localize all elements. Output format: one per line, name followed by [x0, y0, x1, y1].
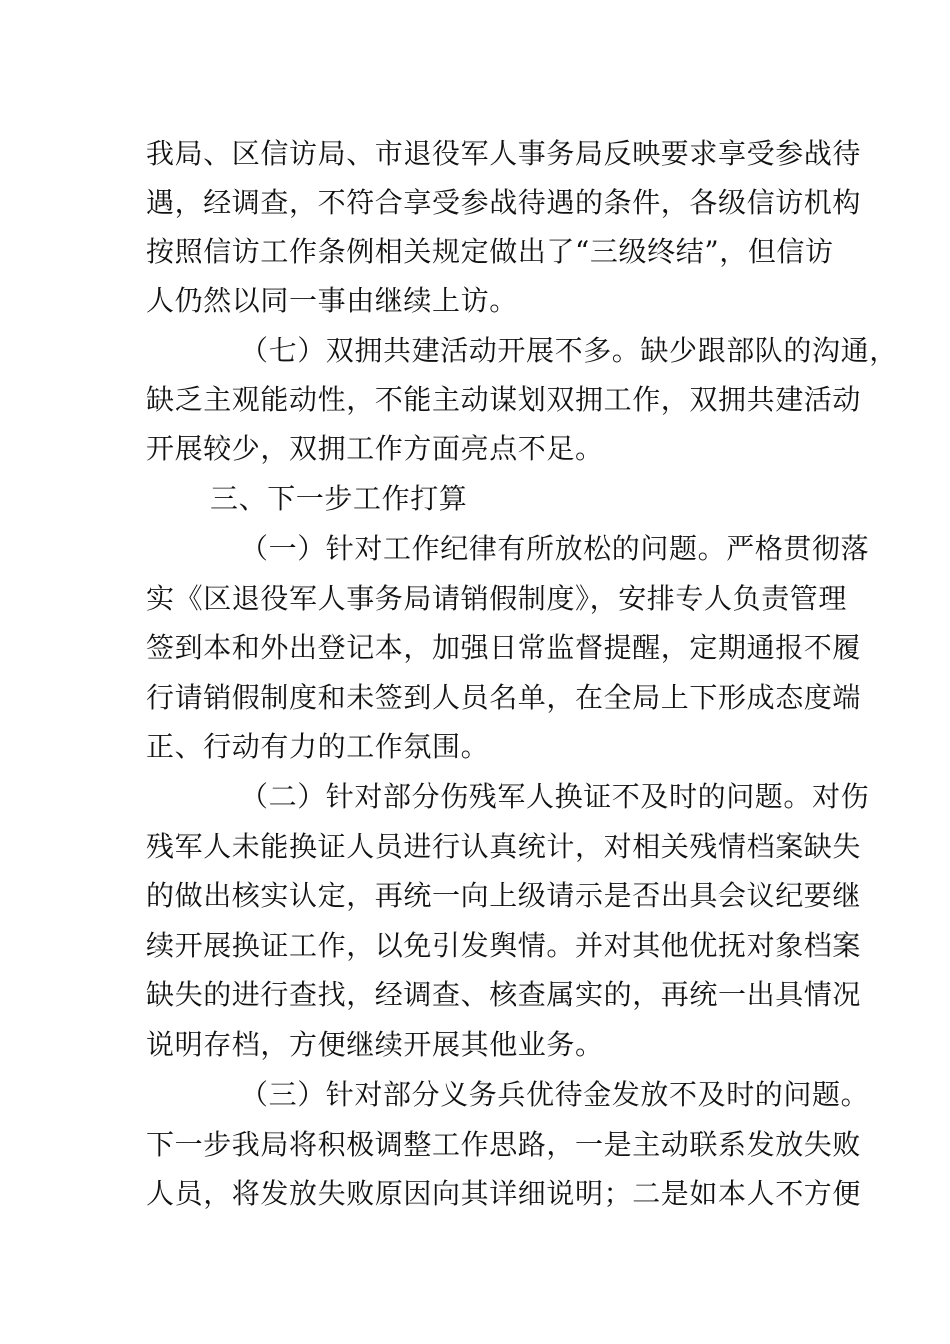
text-line: 的做出核实认定，再统一向上级请示是否出具会议纪要继 — [146, 879, 862, 912]
text-line: 开展较少，双拥工作方面亮点不足。 — [146, 432, 604, 465]
chapter-heading: 三、下一步工作打算 — [210, 482, 468, 515]
text-line: 人员，将发放失败原因向其详细说明；二是如本人不方便 — [146, 1177, 862, 1210]
section-heading: （七）双拥共建活动开展不多。缺少跟部队的沟通， — [240, 334, 898, 367]
section-heading: （二）针对部分伤残军人换证不及时的问题。对伤 — [240, 780, 870, 813]
text-line: 实《区退役军人事务局请销假制度》，安排专人负责管理 — [146, 582, 848, 615]
text-line: 缺乏主观能动性，不能主动谋划双拥工作，双拥共建活动 — [146, 383, 862, 416]
text-line: 残军人未能换证人员进行认真统计，对相关残情档案缺失 — [146, 830, 862, 863]
text-line: 缺失的进行查找，经调查、核查属实的，再统一出具情况 — [146, 978, 862, 1011]
text-line: 说明存档，方便继续开展其他业务。 — [146, 1028, 604, 1061]
text-line: 遇，经调查，不符合享受参战待遇的条件，各级信访机构 — [146, 186, 862, 219]
text-line: 下一步我局将积极调整工作思路，一是主动联系发放失败 — [146, 1128, 862, 1161]
text-line: 续开展换证工作，以免引发舆情。并对其他优抚对象档案 — [146, 929, 862, 962]
text-line: 我局、区信访局、市退役军人事务局反映要求享受参战待 — [146, 137, 862, 170]
text-line: 按照信访工作条例相关规定做出了“三级终结”，但信访 — [146, 235, 834, 268]
section-heading: （一）针对工作纪律有所放松的问题。严格贯彻落 — [240, 532, 870, 565]
text-line: 签到本和外出登记本，加强日常监督提醒，定期通报不履 — [146, 631, 862, 664]
text-line: 人仍然以同一事由继续上访。 — [146, 284, 518, 317]
text-line: 行请销假制度和未签到人员名单，在全局上下形成态度端 — [146, 681, 862, 714]
section-heading: （三）针对部分义务兵优待金发放不及时的问题。 — [240, 1078, 870, 1111]
text-line: 正、行动有力的工作氛围。 — [146, 730, 490, 763]
